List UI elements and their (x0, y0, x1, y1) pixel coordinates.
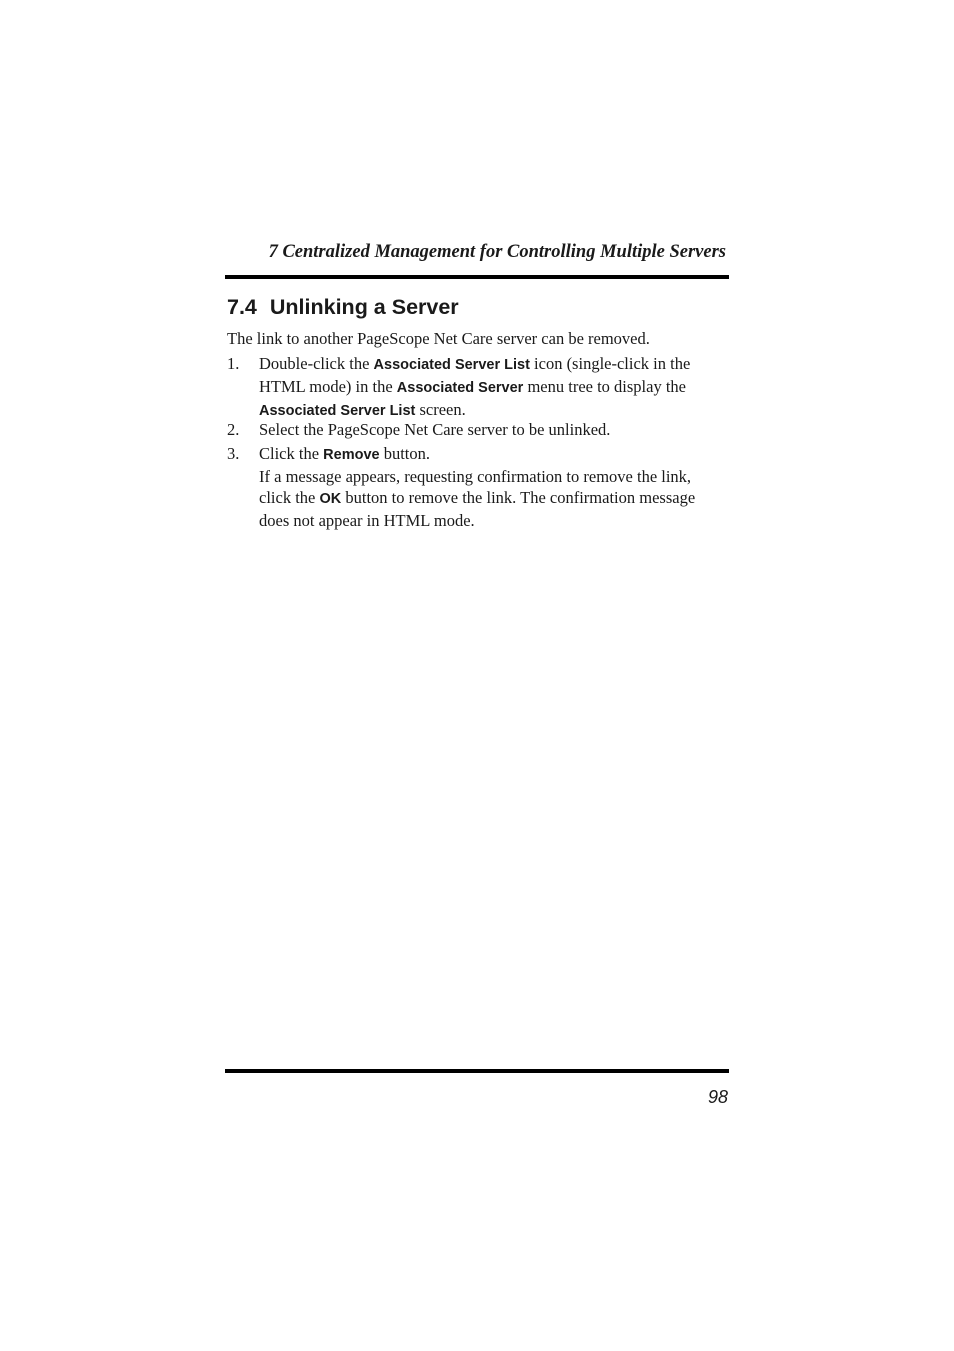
step-text: icon (single-click in the (529, 354, 691, 373)
ui-label-remove: Remove (323, 447, 380, 463)
step-text: does not appear in HTML mode. (259, 511, 475, 530)
section-title (227, 293, 459, 321)
step-line (259, 353, 690, 376)
section-number: 7.4 (227, 295, 257, 319)
step-text: screen. (415, 400, 466, 419)
step-text: HTML mode) in the (259, 377, 397, 396)
step-number: 2. (227, 420, 240, 439)
page-number: 98 (707, 1087, 728, 1107)
step-line (259, 376, 690, 399)
step-body (259, 443, 695, 531)
step-text: Double-click the (259, 354, 374, 373)
ui-label-associated-server-list: Associated Server List (373, 357, 530, 373)
intro-paragraph: The link to another PageScope Net Care server can be removed. (227, 329, 650, 348)
step-line (259, 487, 695, 510)
step-text: Click the (259, 444, 324, 463)
chapter-header: 7 Centralized Management for Controlling Multiple Servers (268, 242, 726, 262)
step-line (259, 443, 695, 466)
step-text: Select the PageScope Net Care server to be unlinked. (259, 420, 611, 439)
step-text: If a message appears, requesting confirmation to remove the link, (259, 467, 692, 486)
step-body (259, 419, 610, 440)
step-text: click the (259, 488, 320, 507)
ui-label-associated-server-list: Associated Server List (259, 403, 416, 419)
step-number: 1. (227, 354, 240, 373)
step-number: 3. (227, 444, 240, 463)
step-text: button to remove the link. The confirmation message (341, 488, 696, 507)
ui-label-ok: OK (319, 491, 342, 507)
step-text: button. (379, 444, 430, 463)
step-body (259, 353, 690, 422)
ui-label-associated-server: Associated Server (396, 380, 524, 396)
step-text: menu tree to display the (523, 377, 686, 396)
section-title-text: Unlinking a Server (269, 295, 459, 319)
header-rule (225, 275, 729, 279)
footer-rule (225, 1069, 729, 1073)
